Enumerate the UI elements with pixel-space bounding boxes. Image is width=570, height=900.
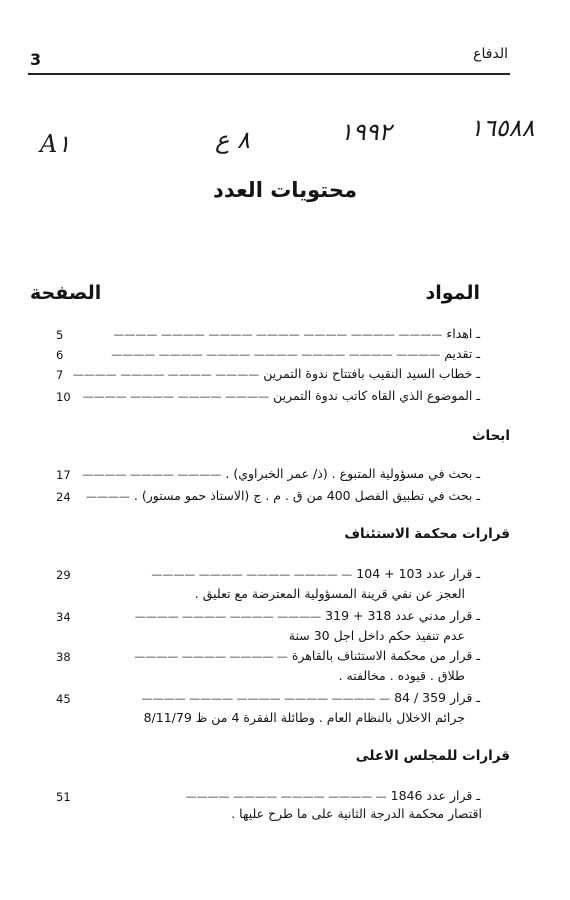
toc-entry bbox=[82, 466, 480, 481]
handwritten-note-b: ٨ ع bbox=[215, 126, 250, 154]
page-ref: 6 bbox=[56, 348, 64, 362]
dot-leader: ———— bbox=[85, 490, 130, 503]
toc-entry bbox=[151, 566, 480, 581]
dot-leader: — ———— ———— ———— ———— bbox=[151, 568, 353, 581]
handwritten-note-a: A۱ bbox=[40, 130, 71, 158]
handwritten-note-c: ١٩٩٢ bbox=[340, 118, 392, 146]
entry-text: ـ بحث في تطبيق الفصل 400 من ق . م . ج (الاستاذ حمو مستور) . bbox=[133, 488, 480, 503]
page-ref: 17 bbox=[56, 468, 71, 482]
entry-text: ـ اهداء bbox=[446, 326, 480, 341]
section-title-supreme-council: قرارات للمجلس الاعلى bbox=[355, 748, 510, 764]
entry-text: ـ قرار 359 / 84 bbox=[394, 690, 480, 705]
entry-text: ـ قرار مدني عدد 318 + 319 bbox=[325, 608, 480, 623]
page-ref: 45 bbox=[56, 692, 71, 706]
entry-text: ـ بحث في مسؤولية المتبوع . (ذ/ عمر الخبراوي) . bbox=[225, 466, 480, 481]
dot-leader: — ———— ———— ———— ———— bbox=[185, 790, 387, 803]
entry-text: ـ الموضوع الذي القاه كاتب ندوة التمرين bbox=[273, 388, 480, 403]
page-number: 3 bbox=[30, 50, 42, 69]
page-ref: 5 bbox=[56, 328, 64, 342]
toc-entry bbox=[83, 388, 480, 403]
page-ref: 7 bbox=[56, 368, 64, 382]
page-ref: 29 bbox=[56, 568, 71, 582]
entry-text: ـ قرار عدد 1846 bbox=[390, 788, 480, 803]
page-ref: 51 bbox=[56, 790, 71, 804]
header-rule bbox=[28, 73, 510, 75]
page-ref: 38 bbox=[56, 650, 71, 664]
toc-entry bbox=[73, 366, 480, 381]
page-ref: 34 bbox=[56, 610, 71, 624]
dot-leader: ———— ———— ———— ———— ———— ———— ———— bbox=[113, 328, 443, 341]
dot-leader: — ———— ———— ———— ———— ———— bbox=[141, 692, 391, 705]
section-title-appeal-court: قرارات محكمة الاستئناف bbox=[344, 526, 510, 542]
entry-text: ـ قرار عدد 103 + 104 bbox=[356, 566, 480, 581]
page-title: محتويات العدد bbox=[213, 178, 357, 202]
column-header-page: الصفحة bbox=[30, 282, 102, 304]
section-title-research: ابحاث bbox=[471, 428, 510, 444]
entry-subtext: اقتصار محكمة الدرجة الثانية على ما طرح عليها . bbox=[231, 806, 482, 821]
dot-leader: ———— ———— ———— ———— bbox=[82, 390, 270, 403]
entry-text: ـ تقديم bbox=[444, 346, 480, 361]
toc-entry bbox=[142, 690, 480, 705]
toc-entry bbox=[135, 608, 480, 623]
running-title: الدفاع bbox=[473, 46, 508, 62]
toc-entry bbox=[134, 648, 480, 663]
entry-text: ـ قرار من محكمة الاستئناف بالقاهرة bbox=[291, 648, 480, 663]
entry-subtext: طلاق . قيوده . مخالفته . bbox=[338, 668, 465, 683]
dot-leader: ———— ———— ———— ———— ———— ———— ———— bbox=[111, 348, 441, 361]
toc-entry bbox=[186, 788, 480, 803]
entry-subtext: عدم تنفيذ حكم داخل اجل 30 سنة bbox=[288, 628, 465, 643]
page-ref: 24 bbox=[56, 490, 71, 504]
dot-leader: ———— ———— ———— ———— bbox=[134, 610, 322, 623]
handwritten-note-d: ١٦٥٨٨ bbox=[470, 114, 535, 142]
page-ref: 10 bbox=[56, 390, 71, 404]
toc-entry bbox=[86, 488, 480, 503]
dot-leader: — ———— ———— ———— bbox=[134, 650, 288, 663]
column-header-items: المواد bbox=[425, 282, 480, 304]
entry-subtext: العجز عن نفي قرينة المسؤولية المعترضة مع تعليق . bbox=[194, 586, 465, 601]
dot-leader: ———— ———— ———— ———— bbox=[72, 368, 260, 381]
entry-text: ـ خطاب السيد النقيب بافتتاح ندوة التمرين bbox=[263, 366, 480, 381]
toc-entry bbox=[113, 326, 480, 341]
toc-entry bbox=[111, 346, 480, 361]
entry-subtext: جرائم الاخلال بالنظام العام . وطائلة الفقرة 4 من ظ 8/11/79 bbox=[143, 710, 465, 725]
dot-leader: ———— ———— ———— bbox=[82, 468, 222, 481]
